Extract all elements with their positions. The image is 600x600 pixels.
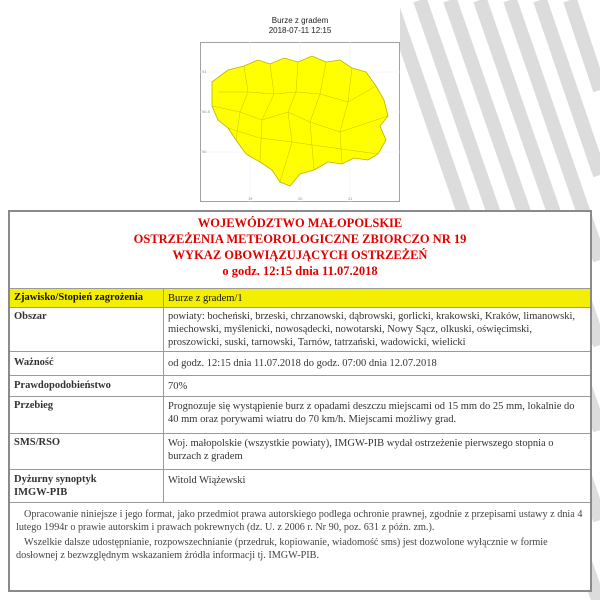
svg-text:50: 50 bbox=[202, 150, 207, 154]
sms-value: Woj. małopolskie (wszystkie powiaty), IMGW-PIB wydał ostrzeżenie pierwszego stopnia o burzach z gradem bbox=[168, 438, 554, 462]
validity-label: Ważność bbox=[14, 357, 54, 368]
warning-number-title: OSTRZEŻENIA METEOROLOGICZNE ZBIORCZO NR 19 bbox=[133, 232, 467, 246]
map-title: Burze z gradem bbox=[271, 16, 329, 25]
probability-row bbox=[10, 375, 590, 397]
document-header bbox=[10, 212, 590, 288]
svg-text:51: 51 bbox=[202, 70, 207, 74]
sms-label: SMS/RSO bbox=[14, 437, 61, 448]
area-value: powiaty: bocheński, brzeski, chrzanowski, dąbrowski, gorlicki, krakowski, Kraków, limanowski, miechowski, myślenicki, nowosądecki, nowotarski, Nowy Sącz, olkuski, oświęcimski, proszowicki, suski, tarnowski, Tarnów, tatrzański, wadowicki, wielicki bbox=[168, 311, 575, 348]
course-value: Prognozuje się wystąpienie burz z opadami deszczu miejscami od 15 mm do 25 mm, lokalnie do 40 mm oraz porywami wiatru do 70 km/h. Miejscami możliwy grad. bbox=[168, 401, 575, 425]
duty-value: Witold Wiążewski bbox=[168, 475, 246, 486]
duty-label-line2: IMGW-PIB bbox=[14, 487, 68, 498]
warning-map bbox=[200, 42, 400, 202]
issue-time: o godz. 12:15 dnia 11.07.2018 bbox=[222, 264, 378, 278]
warning-list-title: WYKAZ OBOWIĄZUJĄCYCH OSTRZEŻEŃ bbox=[172, 248, 428, 262]
copyright-paragraph: Opracowanie niniejsze i jego format, jako przedmiot prawa autorskiego podlega ochronie prawnej, zgodnie z przepisami ustawy z dnia 4 lutego 1994r o prawie autorskim i prawach pokrewnych (dz. U. z 2006 r. Nr 90, poz. 631 z późn. zm.). bbox=[16, 509, 583, 533]
voivodeship-title: WOJEWÓDZTWO MAŁOPOLSKIE bbox=[197, 216, 403, 230]
validity-value: od godz. 12:15 dnia 11.07.2018 do godz. 07:00 dnia 12.07.2018 bbox=[168, 358, 437, 369]
course-label: Przebieg bbox=[14, 400, 54, 411]
svg-text:21: 21 bbox=[348, 197, 353, 201]
distribution-paragraph: Wszelkie dalsze udostępnianie, rozpowszechnianie (przedruk, kopiowanie, wiadomość sms) jest dozwolone wyłącznie w formie dosłownej z bezwzględnym wskazaniem źródła informacji tj. IMGW-PIB. bbox=[16, 537, 548, 561]
map-timestamp: 2018-07-11 12:15 bbox=[268, 26, 332, 35]
phenomenon-value: Burze z gradem/1 bbox=[168, 293, 243, 304]
warning-document bbox=[8, 210, 592, 592]
copyright-footer bbox=[10, 502, 590, 562]
phenomenon-row bbox=[10, 288, 590, 308]
course-row bbox=[10, 396, 590, 434]
validity-row bbox=[10, 351, 590, 376]
phenomenon-label: Zjawisko/Stopień zagrożenia bbox=[14, 292, 144, 303]
area-label: Obszar bbox=[14, 311, 47, 322]
sms-row bbox=[10, 433, 590, 470]
probability-value: 70% bbox=[168, 381, 188, 392]
area-row bbox=[10, 307, 590, 352]
svg-text:19: 19 bbox=[248, 197, 253, 201]
svg-text:50.5: 50.5 bbox=[202, 110, 210, 114]
duty-label-line1: Dyżurny synoptyk bbox=[14, 474, 97, 485]
duty-row bbox=[10, 469, 590, 503]
probability-label: Prawdopodobieństwo bbox=[14, 380, 111, 391]
svg-text:20: 20 bbox=[298, 197, 303, 201]
